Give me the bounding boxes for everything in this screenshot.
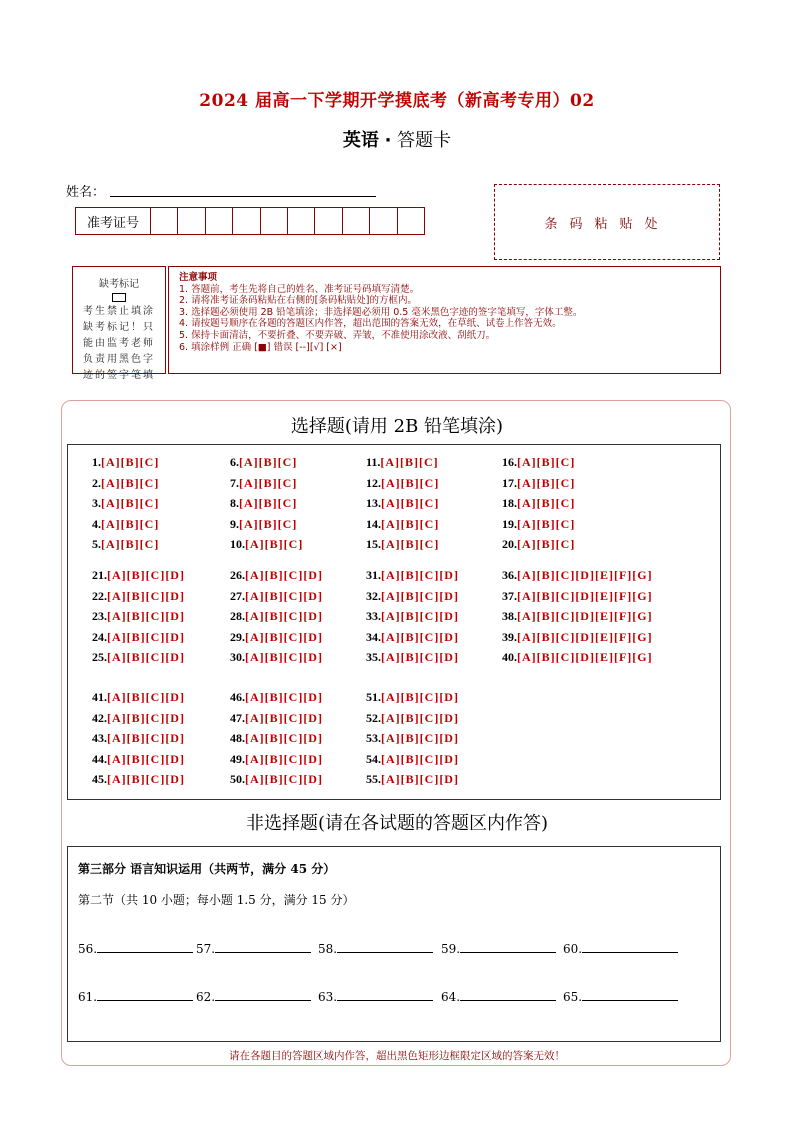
question-number: 35. <box>366 650 381 665</box>
question-37[interactable] <box>502 589 653 604</box>
absent-mark-panel <box>72 266 166 381</box>
answer-options[interactable]: [A][B][C][D] <box>245 650 323 665</box>
question-48[interactable] <box>230 731 323 746</box>
question-number: 45. <box>92 772 107 787</box>
question-23[interactable] <box>92 609 185 624</box>
question-20[interactable] <box>502 537 575 552</box>
question-42[interactable] <box>92 711 185 726</box>
answer-options[interactable]: [A][B][C][D][E][F][G] <box>517 629 653 644</box>
question-number: 34. <box>366 629 381 644</box>
blank-number: 60. <box>563 942 583 956</box>
blank-number: 63. <box>318 990 338 1004</box>
blank-number: 56. <box>78 942 98 956</box>
answer-options[interactable]: [A][B][C][D] <box>107 609 185 624</box>
fill-blank-61[interactable] <box>78 990 193 1004</box>
question-number: 54. <box>366 751 381 766</box>
absent-text: 考生禁止填涂缺考标记！只能由监考老师负责用黑色字迹的签字笔填 <box>83 306 155 381</box>
question-18[interactable] <box>502 496 575 511</box>
blank-line[interactable] <box>97 942 193 953</box>
subject-title <box>0 126 794 152</box>
answer-options[interactable]: [A][B][C] <box>101 537 160 552</box>
note-item: 6. 填涂样例 正确 [■] 错误 [--][√] [×] <box>179 341 342 353</box>
blank-number: 61. <box>78 990 98 1004</box>
question-34[interactable] <box>366 630 459 645</box>
question-number: 51. <box>366 690 381 704</box>
exam-number-cell[interactable] <box>261 208 288 234</box>
answer-options[interactable]: [A][B][C][D][E][F][G] <box>517 588 653 603</box>
answer-options[interactable]: [A][B][C] <box>245 537 304 552</box>
question-28[interactable] <box>230 609 323 624</box>
answer-options[interactable]: [A][B][C][D] <box>245 609 323 624</box>
question-number: 50. <box>230 772 245 787</box>
question-13[interactable] <box>366 496 439 511</box>
question-number: 32. <box>366 588 381 603</box>
question-number: 46. <box>230 690 245 704</box>
answer-options[interactable]: [A][B][C] <box>517 516 576 531</box>
answer-options[interactable]: [A][B][C][D] <box>245 731 323 746</box>
question-number: 42. <box>92 710 107 725</box>
exam-number-box <box>75 207 425 235</box>
question-3[interactable] <box>92 496 159 511</box>
question-24[interactable] <box>92 630 185 645</box>
question-number: 17. <box>502 475 517 490</box>
blank-line[interactable] <box>460 942 556 953</box>
question-number: 41. <box>92 690 107 704</box>
blank-number: 64. <box>441 990 461 1004</box>
question-number: 21. <box>92 568 107 582</box>
question-12[interactable] <box>366 476 439 491</box>
blank-number: 59. <box>441 942 461 956</box>
fill-blank-59[interactable] <box>441 942 556 956</box>
question-number: 25. <box>92 650 107 665</box>
question-number: 24. <box>92 629 107 644</box>
exam-number-cell[interactable] <box>315 208 342 234</box>
title-separator: · <box>384 130 392 151</box>
question-number: 39. <box>502 629 517 644</box>
answer-options[interactable]: [A][B][C][D] <box>107 568 185 582</box>
question-number: 23. <box>92 609 107 624</box>
answer-options[interactable]: [A][B][C] <box>239 475 298 490</box>
answer-options[interactable]: [A][B][C][D] <box>107 731 185 746</box>
notes-title: 注意事项 <box>179 272 218 283</box>
exam-number-cell[interactable] <box>233 208 260 234</box>
answer-options[interactable]: [A][B][C] <box>381 475 440 490</box>
question-number: 14. <box>366 516 381 531</box>
answer-options[interactable]: [A][B][C] <box>239 496 298 511</box>
answer-options[interactable]: [A][B][C] <box>381 537 440 552</box>
answer-options[interactable]: [A][B][C][D] <box>245 568 323 582</box>
exam-number-cell[interactable] <box>370 208 397 234</box>
answer-options[interactable]: [A][B][C] <box>380 455 439 469</box>
subject-name: 英语 <box>342 130 379 151</box>
question-16[interactable] <box>502 455 575 470</box>
answer-options[interactable]: [A][B][C] <box>239 455 298 469</box>
answer-options[interactable]: [A][B][C][D] <box>245 772 323 787</box>
question-number: 5. <box>92 537 101 552</box>
blank-line[interactable] <box>337 942 433 953</box>
answer-options[interactable]: [A][B][C][D] <box>107 772 185 787</box>
answer-options[interactable]: [A][B][C] <box>101 455 160 469</box>
section2-heading: 第二节（共 10 小题；每小题 1.5 分，满分 15 分） <box>78 893 355 907</box>
card-label: 答题卡 <box>397 130 452 151</box>
blank-number: 58. <box>318 942 338 956</box>
blank-line[interactable] <box>582 990 678 1001</box>
name-input-line[interactable] <box>110 196 376 197</box>
nonchoice-section-title: 非选择题(请在各试题的答题区内作答) <box>245 813 549 834</box>
question-45[interactable] <box>92 772 185 787</box>
question-53[interactable] <box>366 731 459 746</box>
question-number: 4. <box>92 516 101 531</box>
question-number: 11. <box>366 455 381 469</box>
answer-options[interactable]: [A][B][C] <box>239 516 298 531</box>
question-1[interactable] <box>92 455 159 470</box>
question-6[interactable] <box>230 455 297 470</box>
fill-blank-57[interactable] <box>196 942 311 956</box>
answer-options[interactable]: [A][B][C][D] <box>381 772 459 787</box>
question-46[interactable] <box>230 690 323 705</box>
question-number: 29. <box>230 629 245 644</box>
fill-blank-60[interactable] <box>563 942 678 956</box>
question-54[interactable] <box>366 752 459 767</box>
name-label: 姓名： <box>66 185 106 200</box>
blank-line[interactable] <box>97 990 193 1001</box>
exam-number-cell[interactable] <box>206 208 233 234</box>
exam-number-cell[interactable] <box>343 208 370 234</box>
answer-options[interactable]: [A][B][C] <box>381 516 440 531</box>
answer-options[interactable]: [A][B][C][D] <box>381 751 459 766</box>
note-item: 2. 请将准考证条码粘贴在右侧的[条码粘贴处]的方框内。 <box>179 295 417 307</box>
question-number: 43. <box>92 731 107 746</box>
question-number: 27. <box>230 588 245 603</box>
absent-checkbox[interactable] <box>112 293 126 302</box>
question-number: 49. <box>230 751 245 766</box>
question-36[interactable] <box>502 568 653 583</box>
notes-panel <box>168 266 721 374</box>
page-title: 2024 届高一下学期开学摸底考（新高考专用）02 <box>199 91 595 111</box>
question-number: 6. <box>230 455 239 469</box>
question-number: 31. <box>366 568 381 582</box>
answer-options[interactable]: [A][B][C][D] <box>245 629 323 644</box>
question-number: 13. <box>366 496 381 511</box>
choice-section-title: 选择题(请用 2B 铅笔填涂) <box>290 416 504 437</box>
exam-number-cell[interactable] <box>398 208 424 234</box>
question-number: 20. <box>502 537 517 552</box>
question-41[interactable] <box>92 690 185 705</box>
question-number: 33. <box>366 609 381 624</box>
answer-options[interactable]: [A][B][C][D] <box>107 588 185 603</box>
barcode-area: 条码粘贴处 <box>494 184 720 260</box>
question-7[interactable] <box>230 476 297 491</box>
answer-options[interactable]: [A][B][C] <box>517 537 576 552</box>
answer-options[interactable]: [A][B][C][D] <box>245 751 323 766</box>
answer-options[interactable]: [A][B][C][D] <box>381 609 459 624</box>
note-item: 5. 保持卡面清洁，不要折叠、不要弄破、弄皱，不准使用涂改液、刮纸刀。 <box>179 329 496 341</box>
blank-line[interactable] <box>460 990 556 1001</box>
footer-warning: 请在各题目的答题区域内作答，超出黑色矩形边框限定区域的答案无效！ <box>229 1050 565 1062</box>
question-number: 28. <box>230 609 245 624</box>
question-number: 53. <box>366 731 381 746</box>
note-item: 1. 答题前，考生先将自己的姓名、准考证号码填写清楚。 <box>179 283 420 295</box>
answer-options[interactable]: [A][B][C][D] <box>107 690 185 704</box>
answer-options[interactable]: [A][B][C][D] <box>107 650 185 665</box>
question-number: 12. <box>366 475 381 490</box>
question-number: 8. <box>230 496 239 511</box>
question-number: 15. <box>366 537 381 552</box>
question-14[interactable] <box>366 517 439 532</box>
part3-heading: 第三部分 语言知识运用（共两节，满分 45 分） <box>78 862 336 876</box>
question-17[interactable] <box>502 476 575 491</box>
question-number: 44. <box>92 751 107 766</box>
blank-line[interactable] <box>215 990 311 1001</box>
answer-options[interactable]: [A][B][C][D] <box>245 690 323 704</box>
question-number: 3. <box>92 496 101 511</box>
question-44[interactable] <box>92 752 185 767</box>
question-31[interactable] <box>366 568 459 583</box>
question-32[interactable] <box>366 589 459 604</box>
question-25[interactable] <box>92 650 185 665</box>
question-2[interactable] <box>92 476 159 491</box>
fill-blank-65[interactable] <box>563 990 678 1004</box>
fill-blank-63[interactable] <box>318 990 433 1004</box>
note-item: 4. 请按题号顺序在各题的答题区内作答，超出范围的答案无效，在草纸、试卷上作答无效。 <box>179 318 562 330</box>
question-number: 9. <box>230 516 239 531</box>
question-21[interactable] <box>92 568 185 583</box>
question-number: 19. <box>502 516 517 531</box>
question-27[interactable] <box>230 589 323 604</box>
choice-answer-box <box>67 444 721 800</box>
question-10[interactable] <box>230 537 303 552</box>
answer-options[interactable]: [A][B][C] <box>101 496 160 511</box>
question-8[interactable] <box>230 496 297 511</box>
question-43[interactable] <box>92 731 185 746</box>
answer-options[interactable]: [A][B][C] <box>381 496 440 511</box>
question-number: 10. <box>230 537 245 552</box>
question-number: 52. <box>366 710 381 725</box>
exam-number-cell[interactable] <box>178 208 205 234</box>
fill-blank-62[interactable] <box>196 990 311 1004</box>
fill-blank-64[interactable] <box>441 990 556 1004</box>
question-15[interactable] <box>366 537 439 552</box>
answer-options[interactable]: [A][B][C][D] <box>381 690 459 704</box>
question-40[interactable] <box>502 650 653 665</box>
question-55[interactable] <box>366 772 459 787</box>
question-number: 48. <box>230 731 245 746</box>
question-19[interactable] <box>502 517 575 532</box>
blank-number: 65. <box>563 990 583 1004</box>
fill-blank-58[interactable] <box>318 942 433 956</box>
question-33[interactable] <box>366 609 459 624</box>
question-38[interactable] <box>502 609 653 624</box>
answer-options[interactable]: [A][B][C] <box>101 516 160 531</box>
answer-options[interactable]: [A][B][C][D] <box>381 629 459 644</box>
question-number: 18. <box>502 496 517 511</box>
question-49[interactable] <box>230 752 323 767</box>
question-35[interactable] <box>366 650 459 665</box>
answer-options[interactable]: [A][B][C] <box>517 455 576 469</box>
question-number: 40. <box>502 650 517 665</box>
answer-options[interactable]: [A][B][C][D] <box>107 629 185 644</box>
answer-options[interactable]: [A][B][C][D] <box>381 710 459 725</box>
question-51[interactable] <box>366 690 459 705</box>
note-item: 3. 选择题必须使用 2B 铅笔填涂；非选择题必须用 0.5 毫米黑色字迹的签字笔填写，字体工整。 <box>179 306 583 318</box>
exam-number-cell[interactable] <box>151 208 178 234</box>
answer-options[interactable]: [A][B][C][D] <box>381 568 459 582</box>
question-number: 36. <box>502 568 517 582</box>
question-26[interactable] <box>230 568 323 583</box>
answer-options[interactable]: [A][B][C][D] <box>107 710 185 725</box>
question-5[interactable] <box>92 537 159 552</box>
question-number: 22. <box>92 588 107 603</box>
answer-options[interactable]: [A][B][C][D] <box>381 650 459 665</box>
blank-number: 57. <box>196 942 216 956</box>
question-number: 16. <box>502 455 517 469</box>
answer-options[interactable]: [A][B][C][D] <box>245 710 323 725</box>
answer-options[interactable]: [A][B][C] <box>517 475 576 490</box>
fill-blank-56[interactable] <box>78 942 193 956</box>
answer-options[interactable]: [A][B][C][D] <box>381 731 459 746</box>
blank-line[interactable] <box>582 942 678 953</box>
question-22[interactable] <box>92 589 185 604</box>
question-number: 26. <box>230 568 245 582</box>
question-47[interactable] <box>230 711 323 726</box>
question-39[interactable] <box>502 630 653 645</box>
question-30[interactable] <box>230 650 323 665</box>
question-number: 7. <box>230 475 239 490</box>
exam-number-label: 准考证号 <box>76 208 151 234</box>
question-50[interactable] <box>230 772 323 787</box>
answer-options[interactable]: [A][B][C][D][E][F][G] <box>517 609 653 624</box>
answer-options[interactable]: [A][B][C][D] <box>245 588 323 603</box>
question-11[interactable] <box>366 455 439 470</box>
question-number: 55. <box>366 772 381 787</box>
blank-number: 62. <box>196 990 216 1004</box>
answer-options[interactable]: [A][B][C] <box>517 496 576 511</box>
absent-title: 缺考标记 <box>99 279 139 290</box>
question-number: 30. <box>230 650 245 665</box>
question-number: 37. <box>502 588 517 603</box>
answer-options[interactable]: [A][B][C][D][E][F][G] <box>517 650 653 665</box>
question-9[interactable] <box>230 517 297 532</box>
answer-options[interactable]: [A][B][C][D] <box>107 751 185 766</box>
answer-options[interactable]: [A][B][C] <box>101 475 160 490</box>
answer-options[interactable]: [A][B][C][D][E][F][G] <box>517 568 653 582</box>
exam-number-cell[interactable] <box>288 208 315 234</box>
question-number: 2. <box>92 475 101 490</box>
question-29[interactable] <box>230 630 323 645</box>
question-number: 1. <box>92 455 101 469</box>
question-number: 47. <box>230 710 245 725</box>
blank-line[interactable] <box>337 990 433 1001</box>
question-4[interactable] <box>92 517 159 532</box>
question-52[interactable] <box>366 711 459 726</box>
answer-options[interactable]: [A][B][C][D] <box>381 588 459 603</box>
question-number: 38. <box>502 609 517 624</box>
blank-line[interactable] <box>215 942 311 953</box>
